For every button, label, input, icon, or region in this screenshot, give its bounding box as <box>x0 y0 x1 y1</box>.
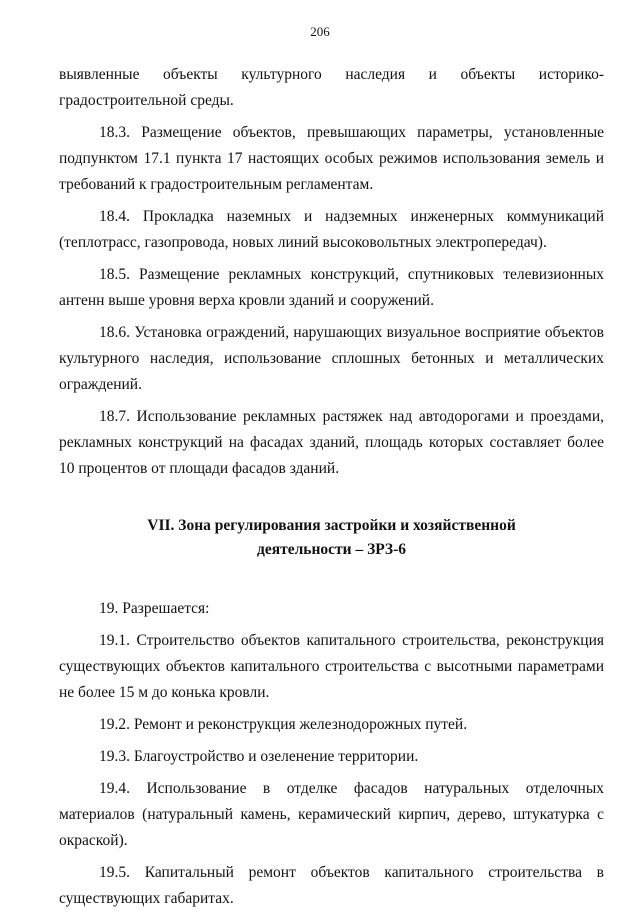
paragraph-continuation: выявленные объекты культурного наследия и объекты историко-градостроительной среды. <box>59 66 604 109</box>
paragraph-19-1: 19.1. Строительство объектов капитального строительства, реконструкция существующих объектов капитального строительства с высотными параметрами не более 15 м до конька кровли. <box>59 632 604 701</box>
paragraph-18-7: 18.7. Использование рекламных растяжек над автодорогами и проездами, рекламных конструкций на фасадах зданий, площадь которых составляет более 10 процентов от площади фасадов зданий. <box>59 408 604 477</box>
document-body <box>59 62 604 918</box>
paragraph-19: 19. Разрешается: <box>99 600 210 617</box>
paragraph-18-3: 18.3. Размещение объектов, превышающих параметры, установленные подпунктом 17.1 пункта 17 настоящих особых режимов использования земель и требований к градостроительным регламентам. <box>59 124 604 193</box>
page-number: 206 <box>310 24 330 39</box>
section-heading <box>59 514 604 562</box>
paragraph-18-5: 18.5. Размещение рекламных конструкций, спутниковых телевизионных антенн выше уровня верха кровли зданий и сооружений. <box>59 266 604 309</box>
paragraph-18-6: 18.6. Установка ограждений, нарушающих визуальное восприятие объектов культурного наследия, использование сплошных бетонных и металлических ограждений. <box>59 324 604 393</box>
paragraph-19-3: 19.3. Благоустройство и озеленение территории. <box>99 748 419 765</box>
paragraph-18-4: 18.4. Прокладка наземных и надземных инженерных коммуникаций (теплотрасс, газопровода, новых линий высоковольтных электропередач). <box>59 208 604 251</box>
paragraph-19-4: 19.4. Использование в отделке фасадов натуральных отделочных материалов (натуральный камень, керамический кирпич, дерево, штукатурка с окраской). <box>59 780 604 849</box>
section-heading-line-1: VII. Зона регулирования застройки и хозяйственной <box>147 517 516 534</box>
paragraph-19-5: 19.5. Капитальный ремонт объектов капитального строительства в существующих габаритах. <box>59 864 604 907</box>
section-heading-line-2: деятельности – ЗРЗ-6 <box>256 541 407 558</box>
paragraph-19-2: 19.2. Ремонт и реконструкция железнодорожных путей. <box>99 716 468 733</box>
